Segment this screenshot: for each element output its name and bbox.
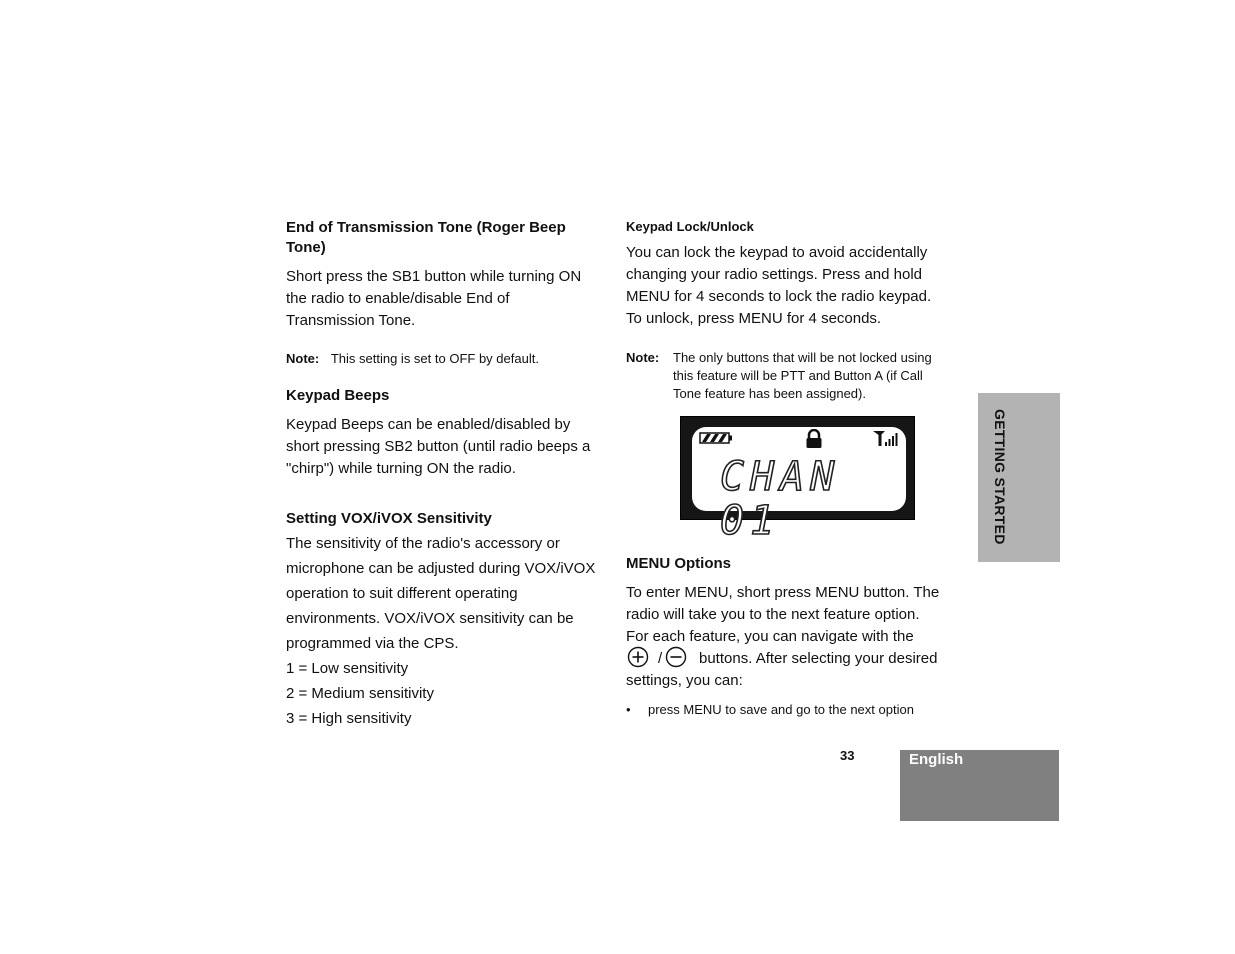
lock-heading: Keypad Lock/Unlock — [626, 219, 754, 234]
vox-heading: Setting VOX/iVOX Sensitivity — [286, 510, 492, 527]
beeps-body: Keypad Beeps can be enabled/disabled by short pressing SB2 button (until radio beeps a "chirp") while turning ON the radio. — [286, 416, 591, 477]
page-number: 33 — [840, 748, 855, 763]
menu-heading: MENU Options — [626, 555, 731, 572]
beeps-heading: Keypad Beeps — [286, 387, 390, 404]
lcd-channel-text: CHAN 01 — [720, 454, 841, 544]
plus-circle-icon — [627, 646, 649, 675]
lock-body: You can lock the keypad to avoid accidentally changing your radio settings. Press and hold MENU for 4 seconds to lock the radio keypad. To unlock, press MENU for 4 seconds. — [626, 244, 932, 327]
menu-nav-line: / buttons. After selecting your desired — [626, 648, 966, 670]
bullet-marker: • — [626, 702, 631, 717]
eot-note: Note: This setting is set to OFF by default. — [286, 351, 539, 366]
lcd-display-illustration — [680, 416, 915, 544]
eot-heading: End of Transmission Tone (Roger Beep Tone) — [286, 219, 566, 256]
lcd-screen — [692, 427, 906, 544]
language-label: English — [909, 751, 964, 768]
eot-body: Short press the SB1 button while turning ON the radio to enable/disable End of Transmission Tone. — [286, 268, 582, 329]
bullet-item: press MENU to save and go to the next option — [648, 702, 914, 717]
signal-strength-icon — [873, 430, 901, 451]
battery-icon — [699, 431, 733, 449]
section-side-tab-label: GETTING STARTED — [992, 409, 1008, 545]
minus-circle-icon — [665, 646, 687, 675]
vox-body: The sensitivity of the radio's accessory or microphone can be adjusted during VOX/iVOX operation to suit different operating environments. VOX/iVOX sensitivity can be programmed via the CPS. 1 = Low sensitivity 2 = Medium sensitivity 3 = High sensitivity — [286, 535, 596, 727]
section-side-tab — [978, 393, 1060, 562]
language-tab — [900, 750, 1059, 821]
lock-icon — [805, 429, 823, 454]
menu-body: To enter MENU, short press MENU button. The radio will take you to the next feature option. For each feature, you can navigate with the / buttons. After selecting your desired settings, you can: — [626, 582, 966, 692]
